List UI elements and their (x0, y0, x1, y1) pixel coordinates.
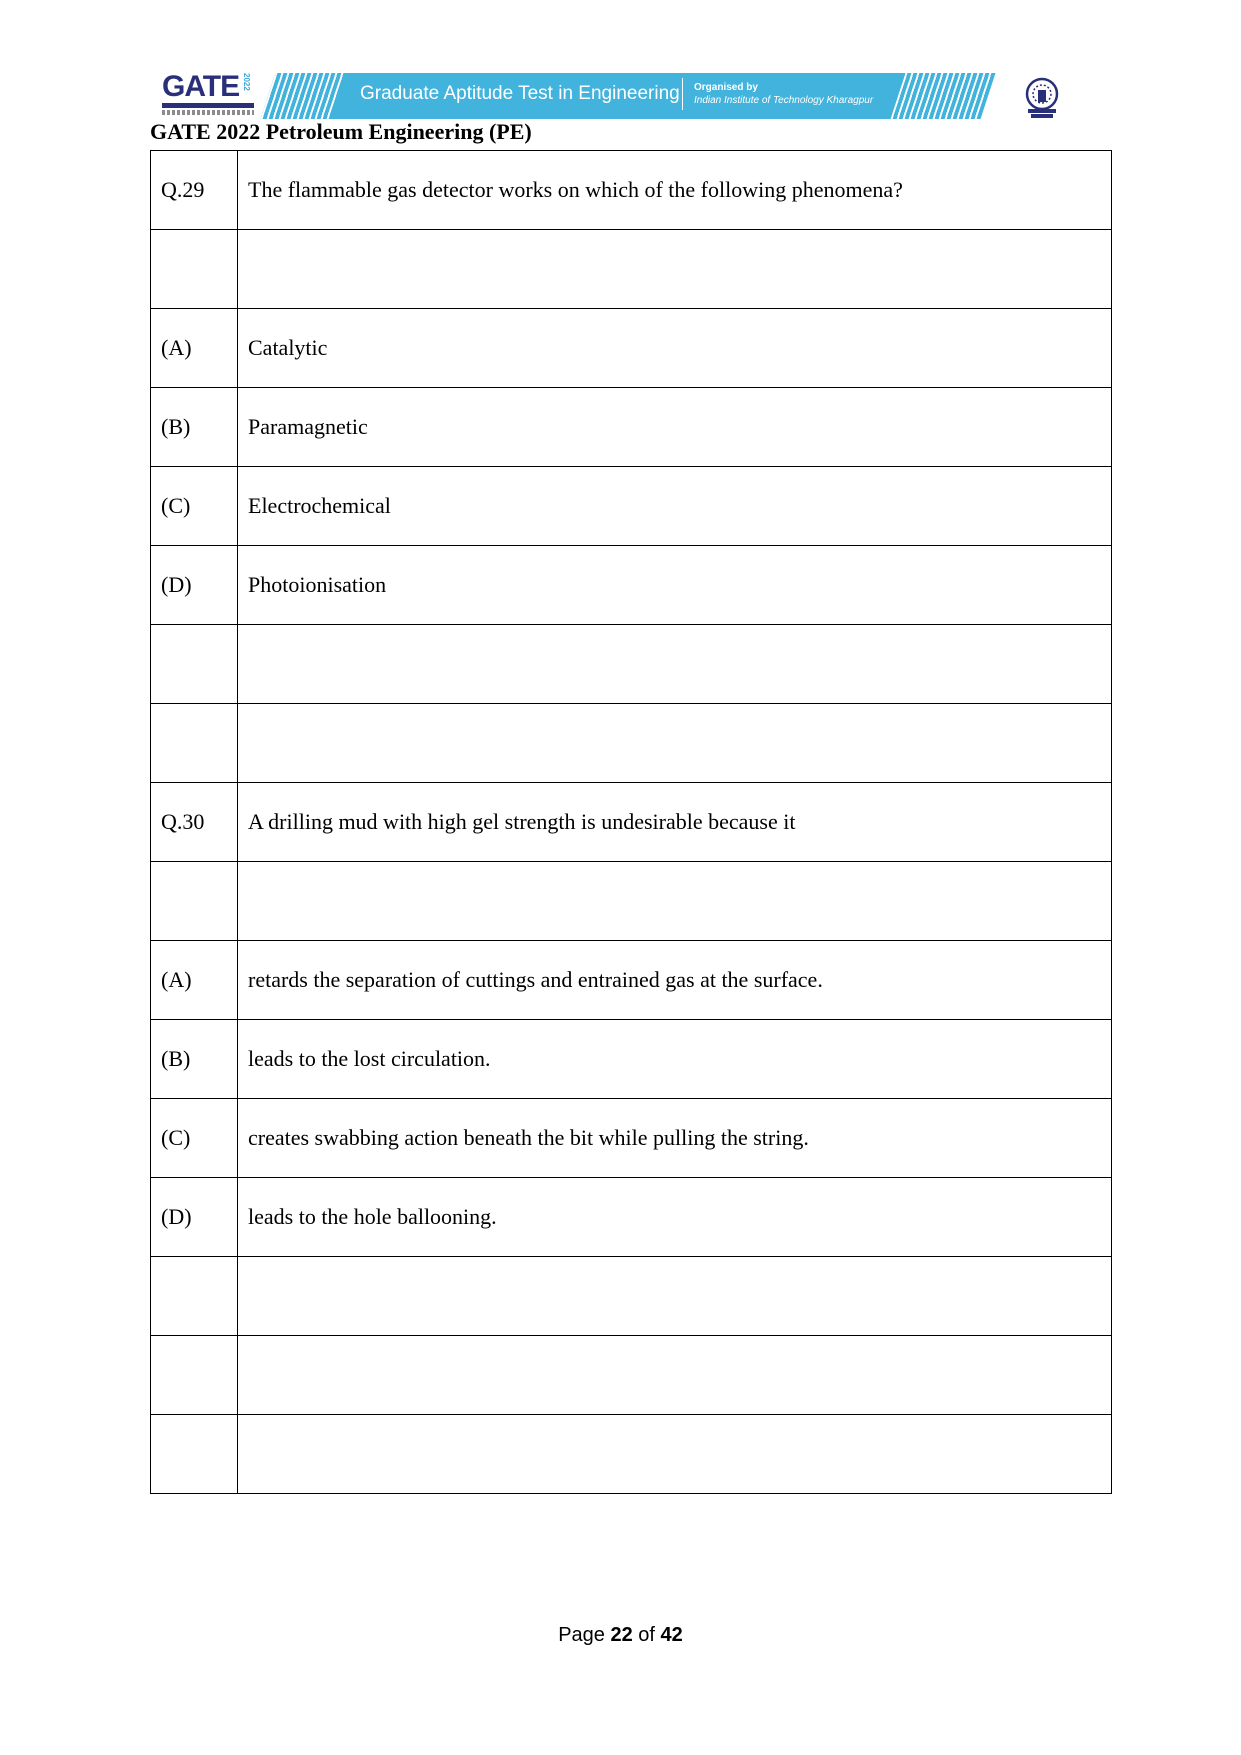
row-number-cell: (B) (151, 388, 238, 467)
iit-emblem-icon (1022, 76, 1062, 120)
row-number-cell (151, 862, 238, 941)
gate-logo-tagline (162, 110, 254, 115)
table-row (151, 1020, 1112, 1099)
page-total: 42 (660, 1624, 683, 1646)
row-number-cell: (B) (151, 1020, 238, 1099)
row-text-cell: A drilling mud with high gel strength is undesirable because it (238, 783, 1112, 862)
table-row (151, 467, 1112, 546)
gate-logo-strip (162, 103, 254, 108)
row-number-cell: (C) (151, 1099, 238, 1178)
table-row (151, 1099, 1112, 1178)
row-text-cell: Photoionisation (238, 546, 1112, 625)
table-row (151, 1257, 1112, 1336)
row-number-cell: Q.29 (151, 151, 238, 230)
row-number-cell: (C) (151, 467, 238, 546)
row-text-cell (238, 1415, 1112, 1494)
page-footer (0, 1624, 1241, 1647)
row-number-cell (151, 1257, 238, 1336)
table-row (151, 151, 1112, 230)
gate-logo (162, 72, 257, 120)
page-of-label: of (638, 1624, 655, 1646)
organiser-name: Indian Institute of Technology Kharagpur (694, 95, 874, 106)
table-row (151, 546, 1112, 625)
header-banner (150, 70, 1070, 122)
table-row (151, 862, 1112, 941)
question-table (150, 150, 1112, 1494)
page-label: Page (558, 1624, 605, 1646)
row-number-cell: Q.30 (151, 783, 238, 862)
page-current: 22 (610, 1624, 633, 1646)
row-text-cell (238, 625, 1112, 704)
table-row (151, 309, 1112, 388)
row-text-cell: The flammable gas detector works on which of the following phenomena? (238, 151, 1112, 230)
row-text-cell (238, 704, 1112, 783)
table-row (151, 1415, 1112, 1494)
row-text-cell: retards the separation of cuttings and entrained gas at the surface. (238, 941, 1112, 1020)
row-number-cell (151, 230, 238, 309)
row-text-cell: Catalytic (238, 309, 1112, 388)
table-row (151, 1336, 1112, 1415)
row-number-cell: (D) (151, 546, 238, 625)
row-text-cell: Paramagnetic (238, 388, 1112, 467)
banner-hatch-left (261, 73, 346, 119)
row-number-cell: (A) (151, 941, 238, 1020)
table-row (151, 704, 1112, 783)
row-text-cell: leads to the hole ballooning. (238, 1178, 1112, 1257)
row-number-cell (151, 704, 238, 783)
banner-title: Graduate Aptitude Test in Engineering (360, 83, 680, 104)
row-number-cell (151, 625, 238, 704)
row-number-cell (151, 1336, 238, 1415)
table-row (151, 941, 1112, 1020)
table-row (151, 783, 1112, 862)
table-row (151, 1178, 1112, 1257)
row-number-cell: (D) (151, 1178, 238, 1257)
gate-logo-word: GATE (162, 70, 240, 103)
banner-divider (682, 78, 683, 110)
row-text-cell: leads to the lost circulation. (238, 1020, 1112, 1099)
table-row (151, 388, 1112, 467)
document-title: GATE 2022 Petroleum Engineering (PE) (150, 119, 532, 144)
row-text-cell (238, 1336, 1112, 1415)
row-number-cell: (A) (151, 309, 238, 388)
row-number-cell (151, 1415, 238, 1494)
question-table-body (151, 151, 1112, 1494)
table-row (151, 230, 1112, 309)
gate-logo-year: 2022 (242, 73, 251, 91)
row-text-cell (238, 230, 1112, 309)
row-text-cell: Electrochemical (238, 467, 1112, 546)
row-text-cell: creates swabbing action beneath the bit while pulling the string. (238, 1099, 1112, 1178)
table-row (151, 625, 1112, 704)
banner-hatch-right (891, 73, 996, 119)
row-text-cell (238, 862, 1112, 941)
row-text-cell (238, 1257, 1112, 1336)
banner-organiser (694, 81, 873, 107)
organised-by-label: Organised by (694, 82, 758, 93)
